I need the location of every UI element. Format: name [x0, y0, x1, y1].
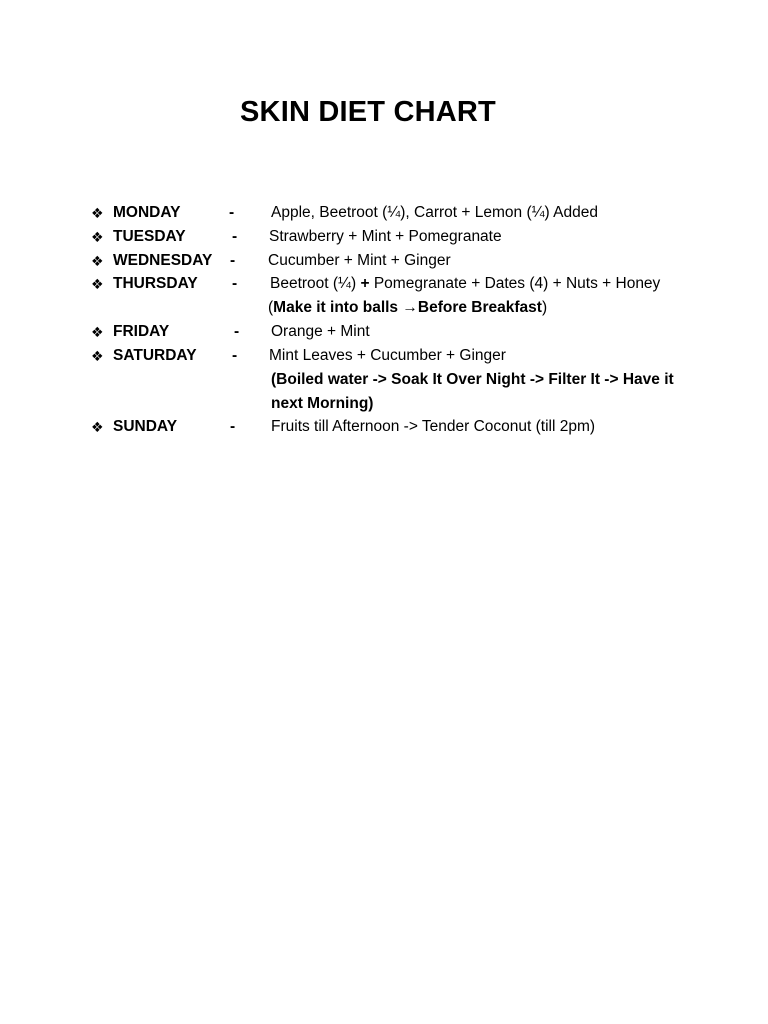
diamond-bullet-icon: ❖	[91, 253, 104, 269]
paren-close: )	[541, 299, 548, 316]
list-item-sunday	[0, 415, 768, 439]
day-label: SUNDAY	[113, 418, 178, 435]
day-label: WEDNESDAY	[113, 252, 213, 269]
list-item-friday	[0, 320, 768, 344]
diamond-bullet-icon: ❖	[91, 205, 104, 221]
list-item-thursday	[0, 272, 768, 296]
note-saturday-line2	[0, 392, 768, 416]
list-item-monday	[0, 201, 768, 225]
paren-open: (	[268, 299, 274, 316]
diamond-bullet-icon: ❖	[91, 229, 104, 245]
dash-separator: -	[232, 228, 238, 245]
note-saturday-line1	[0, 368, 768, 392]
diet-text: Orange + Mint	[271, 323, 370, 340]
arrow-right-icon: →	[402, 299, 418, 316]
diet-text: Mint Leaves + Cucumber + Ginger	[269, 347, 506, 364]
list-item-wednesday	[0, 249, 768, 273]
day-label: MONDAY	[113, 204, 181, 221]
list-item-tuesday	[0, 225, 768, 249]
dash-separator: -	[229, 204, 235, 221]
page-title: SKIN DIET CHART	[240, 96, 496, 128]
diamond-bullet-icon: ❖	[91, 276, 104, 292]
day-label: SATURDAY	[113, 347, 197, 364]
day-label: FRIDAY	[113, 323, 170, 340]
diet-note	[268, 296, 547, 320]
list-item-saturday	[0, 344, 768, 368]
diet-text	[270, 272, 660, 296]
diet-text: Apple, Beetroot (¼), Carrot + Lemon (¼) Added	[271, 204, 598, 221]
dash-separator: -	[230, 252, 236, 269]
day-label: THURSDAY	[113, 275, 198, 292]
diamond-bullet-icon: ❖	[91, 419, 104, 435]
dash-separator: -	[234, 323, 240, 340]
plus-sign: +	[360, 275, 370, 292]
note-text-bold: Before Breakfast	[417, 299, 542, 316]
diet-text: Strawberry + Mint + Pomegranate	[269, 228, 502, 245]
diet-text-part: Pomegranate + Dates (4) + Nuts + Honey	[369, 275, 661, 292]
diet-text-part: Beetroot (¼)	[270, 275, 361, 292]
note-text-bold: Make it into balls	[273, 299, 403, 316]
diet-note: (Boiled water -> Soak It Over Night -> Filter It -> Have it	[271, 371, 674, 388]
diet-note: next Morning)	[271, 395, 374, 412]
diet-text: Fruits till Afternoon -> Tender Coconut (till 2pm)	[271, 418, 596, 435]
diamond-bullet-icon: ❖	[91, 348, 104, 364]
note-thursday	[0, 296, 768, 320]
diet-text: Cucumber + Mint + Ginger	[268, 252, 451, 269]
dash-separator: -	[232, 347, 238, 364]
dash-separator: -	[230, 418, 236, 435]
diamond-bullet-icon: ❖	[91, 324, 104, 340]
day-label: TUESDAY	[113, 228, 186, 245]
dash-separator: -	[232, 275, 238, 292]
